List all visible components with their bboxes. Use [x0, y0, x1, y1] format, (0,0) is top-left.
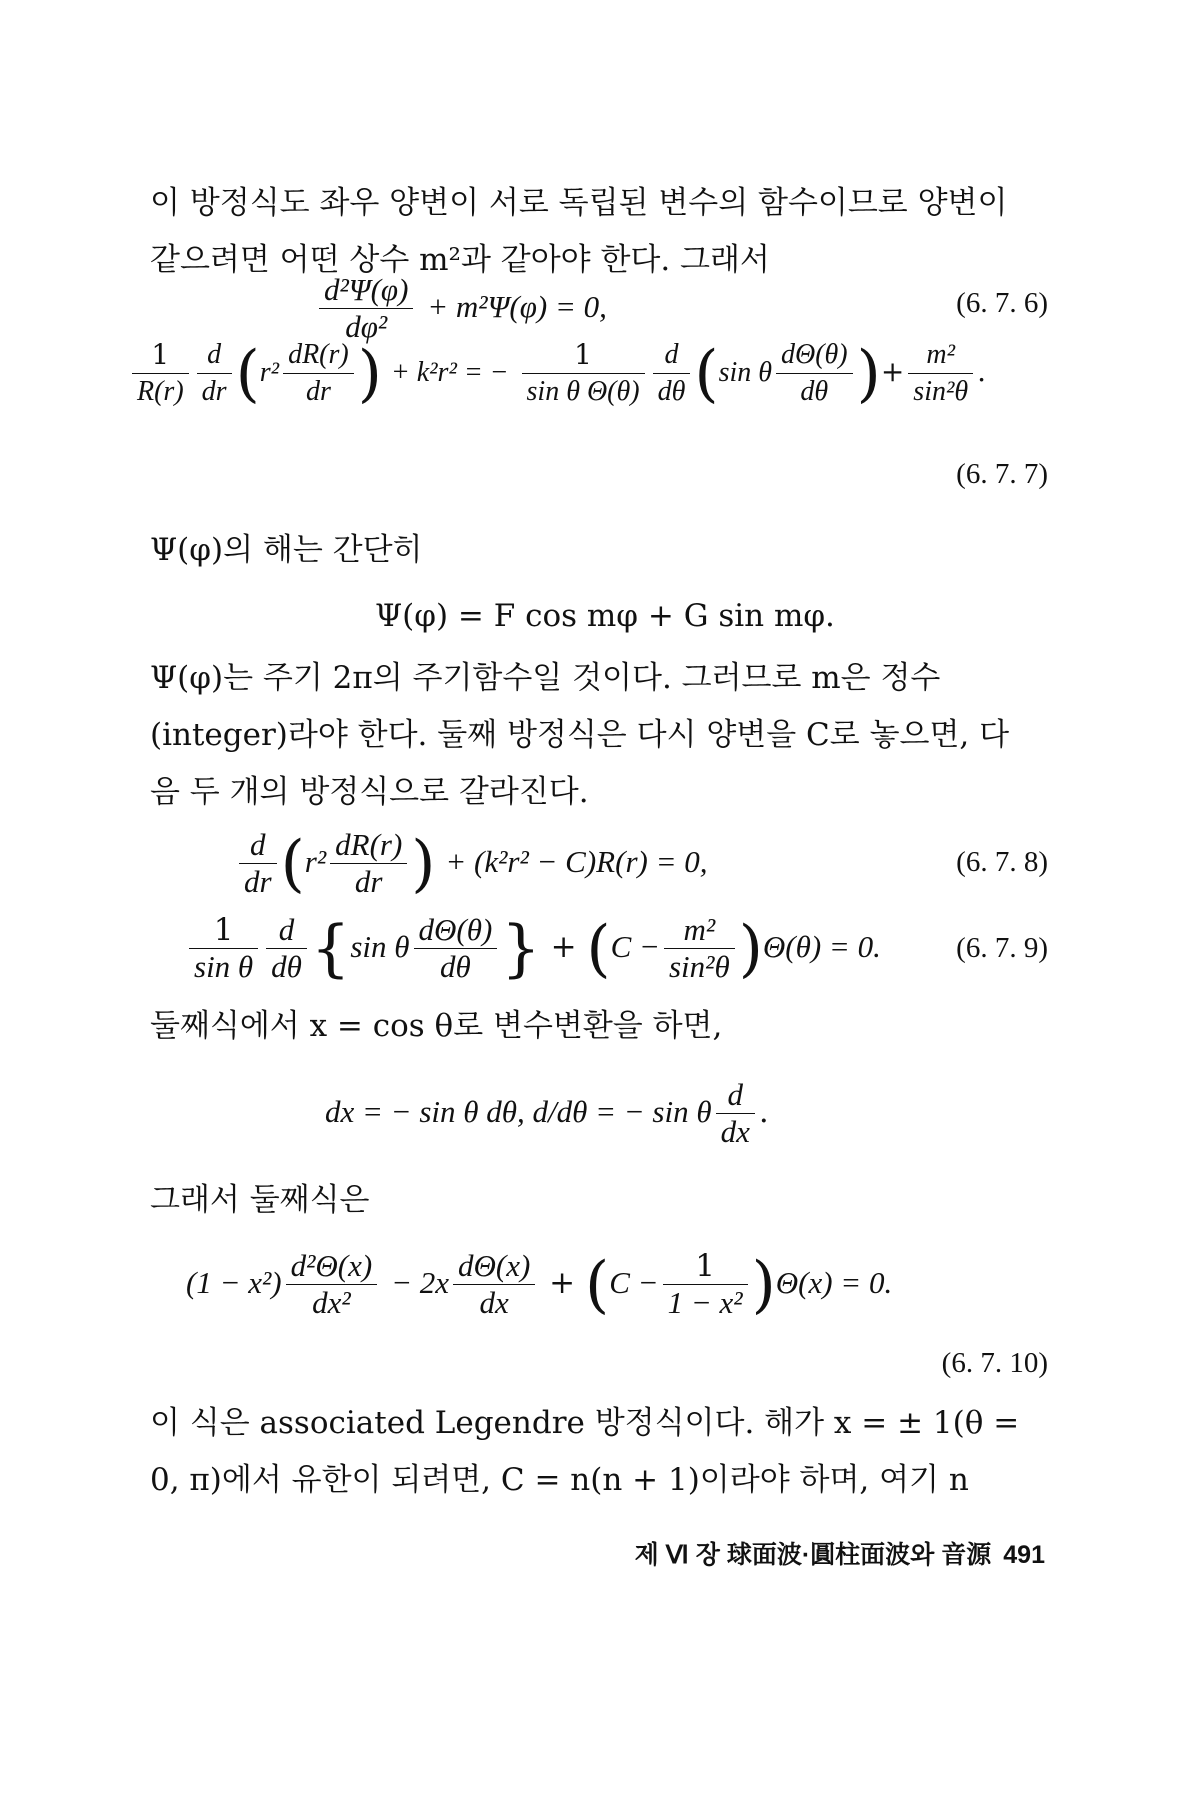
fraction: [522, 337, 645, 410]
equation-term: sin θ: [718, 357, 772, 388]
equation-term: .: [758, 1094, 769, 1130]
fraction: [664, 912, 735, 985]
numerator: dR(r): [283, 337, 354, 374]
fraction: [653, 337, 691, 410]
paragraph-line: 둘째식에서 x = cos θ로 변수변환을 하면,: [150, 1008, 723, 1044]
fraction: [716, 1077, 755, 1150]
paren: (: [280, 826, 305, 900]
brace: {: [310, 911, 351, 985]
fraction: [132, 337, 189, 410]
equation-term: (1 − x²): [186, 1265, 282, 1300]
equation-term: C −: [610, 929, 660, 964]
paren: (: [235, 336, 260, 410]
equation-term: sin θ: [350, 929, 410, 964]
fraction: [330, 827, 407, 900]
numerator: d: [716, 1077, 755, 1114]
denominator: dθ: [440, 949, 471, 984]
paren: (: [694, 336, 719, 410]
denominator: dr: [354, 864, 383, 899]
fraction: [266, 912, 307, 985]
denominator: dθ: [800, 376, 829, 407]
chapter-title: 제 Ⅵ 장 球面波·圓柱面波와 音源: [634, 1541, 992, 1569]
fraction: [776, 337, 853, 410]
equation-number: (6. 7. 10): [941, 1347, 1048, 1379]
equation-number: (6. 7. 8): [956, 846, 1048, 878]
numerator: 1: [132, 337, 189, 374]
numerator: d: [197, 337, 232, 374]
fraction: [197, 337, 232, 410]
numerator: d²Ψ(φ): [319, 272, 413, 309]
equation-term: + m²Ψ(φ) = 0,: [427, 289, 607, 324]
numerator: dΘ(θ): [776, 337, 853, 374]
fraction: [908, 337, 973, 410]
denominator: dθ: [657, 376, 686, 407]
numerator: d²Θ(x): [286, 1248, 378, 1285]
denominator: dx: [479, 1285, 509, 1320]
equation-number: (6. 7. 7): [956, 458, 1048, 490]
denominator: dx: [720, 1114, 750, 1149]
equation-psi-solution: Ψ(φ) = F cos mφ + G sin mφ.: [375, 598, 835, 634]
equation-dx: [325, 1077, 769, 1150]
denominator: dr: [244, 864, 272, 899]
equation-term: +: [880, 355, 905, 388]
numerator: d: [653, 337, 691, 374]
denominator: dφ²: [345, 309, 388, 344]
equation-term: r²: [259, 357, 280, 388]
numerator: dΘ(x): [453, 1248, 535, 1285]
equation-term: + (k²r² − C)R(r) = 0,: [445, 844, 708, 879]
denominator: dθ: [271, 949, 302, 984]
equation-term: − 2x: [391, 1265, 450, 1300]
equation-term: +: [550, 929, 577, 965]
equation-number: (6. 7. 6): [956, 287, 1048, 319]
denominator: 1 − x²: [667, 1285, 743, 1320]
numerator: 1: [663, 1248, 748, 1285]
equation-term: + k²r² = −: [390, 357, 509, 388]
page-number: 491: [1003, 1541, 1045, 1569]
equation-term: dx = − sin θ dθ, d/dθ = − sin θ: [325, 1094, 712, 1129]
equation-6-7-6: [315, 272, 607, 345]
fraction: [414, 912, 498, 985]
denominator: R(r): [137, 376, 184, 407]
equation-term: Θ(x) = 0.: [775, 1265, 893, 1300]
paren: (: [586, 911, 611, 985]
paragraph-line: 같으려면 어떤 상수 m²과 같아야 한다. 그래서: [150, 242, 770, 278]
numerator: m²: [908, 337, 973, 374]
paragraph-line: 이 방정식도 좌우 양변이 서로 독립된 변수의 함수이므로 양변이: [150, 185, 1008, 221]
numerator: 1: [522, 337, 645, 374]
numerator: d: [239, 827, 277, 864]
equation-term: Θ(θ) = 0.: [762, 929, 881, 964]
equation-6-7-10: [186, 1248, 892, 1321]
equation-term: .: [977, 355, 987, 388]
page-footer: [150, 1535, 1045, 1571]
equation-6-7-8: [235, 827, 708, 900]
equation-term: r²: [304, 844, 327, 879]
fraction: [283, 337, 354, 410]
paragraph-line: (integer)라야 한다. 둘째 방정식은 다시 양변을 C로 놓으면, 다: [150, 717, 1010, 753]
denominator: sin θ Θ(θ): [526, 376, 640, 407]
denominator: dx²: [312, 1285, 351, 1320]
equation-term: C −: [609, 1265, 659, 1300]
paren: ): [357, 336, 382, 410]
equation-term: +: [549, 1265, 576, 1301]
denominator: dr: [305, 376, 331, 407]
fraction: [189, 912, 258, 985]
paragraph-line: Ψ(φ)는 주기 2π의 주기함수일 것이다. 그러므로 m은 정수: [150, 660, 941, 696]
denominator: sin²θ: [668, 949, 730, 984]
numerator: d: [266, 912, 307, 949]
numerator: 1: [189, 912, 258, 949]
paren: ): [738, 911, 763, 985]
paragraph-line: 그래서 둘째식은: [150, 1182, 370, 1218]
numerator: m²: [664, 912, 735, 949]
numerator: dR(r): [330, 827, 407, 864]
paren: ): [751, 1247, 776, 1321]
fraction: [239, 827, 277, 900]
fraction: [453, 1248, 535, 1321]
paragraph-line: Ψ(φ)의 해는 간단히: [150, 532, 423, 568]
denominator: dr: [201, 376, 227, 407]
brace: }: [501, 911, 541, 985]
paren: (: [585, 1247, 610, 1321]
numerator: dΘ(θ): [414, 912, 498, 949]
paren: ): [856, 336, 881, 410]
fraction: [319, 272, 413, 345]
denominator: sin θ: [194, 949, 254, 984]
paragraph-line: 0, π)에서 유한이 되려면, C = n(n + 1)이라야 하며, 여기 n: [150, 1462, 969, 1498]
fraction: [663, 1248, 748, 1321]
paragraph-line: 이 식은 associated Legendre 방정식이다. 해가 x = ± 1(θ =: [150, 1405, 1020, 1441]
denominator: sin²θ: [913, 376, 969, 407]
equation-number: (6. 7. 9): [956, 932, 1048, 964]
fraction: [286, 1248, 378, 1321]
equation-6-7-9: [185, 912, 881, 985]
paragraph-line: 음 두 개의 방정식으로 갈라진다.: [150, 774, 589, 810]
paren: ): [411, 826, 436, 900]
equation-6-7-7: [128, 337, 986, 410]
